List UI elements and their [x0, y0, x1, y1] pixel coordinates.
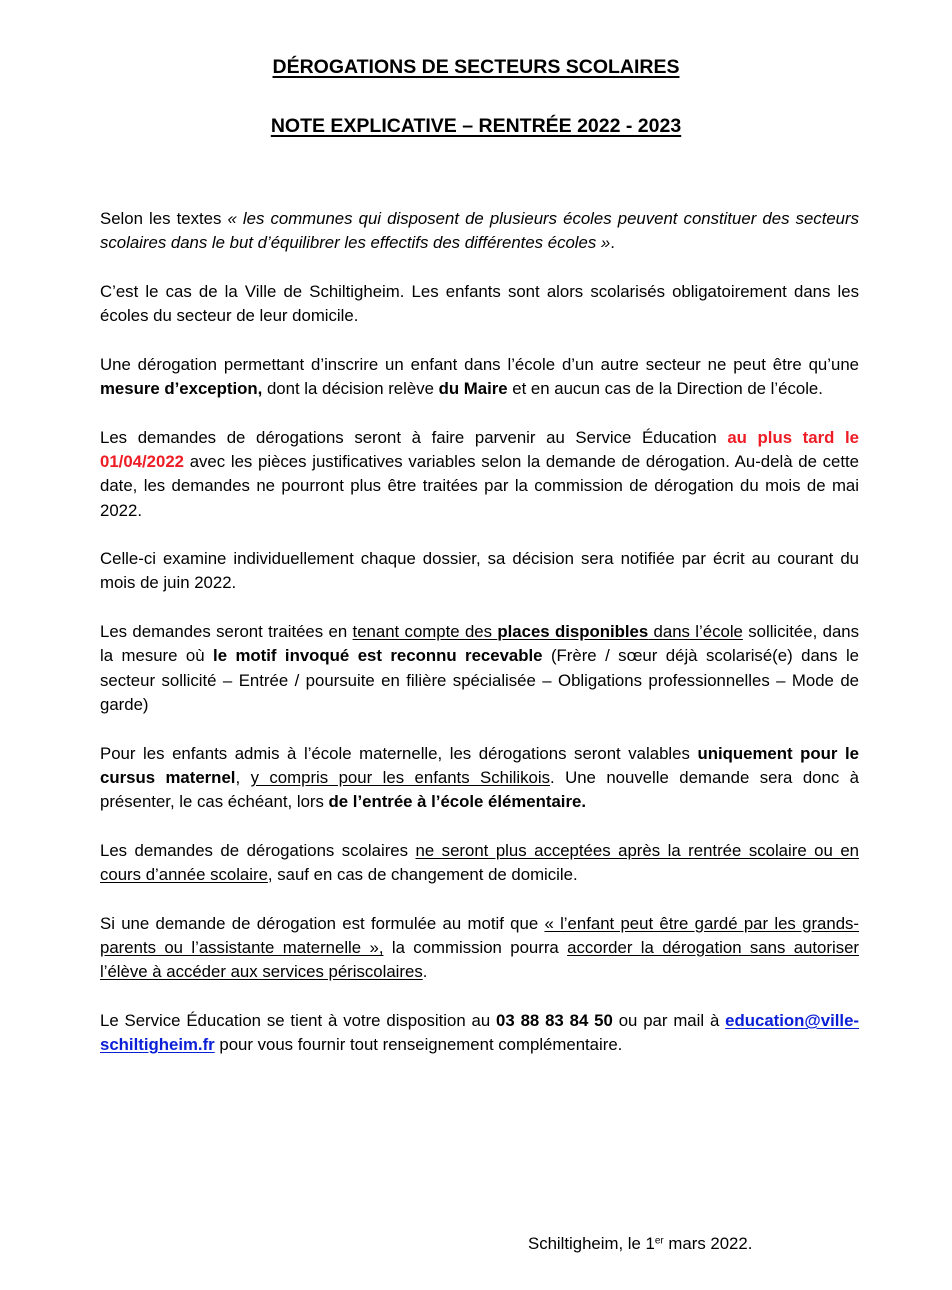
underlined-text: tenant compte des [352, 622, 498, 642]
underlined-text: dans l’école [648, 622, 743, 642]
paragraph-maternelle [100, 742, 859, 815]
paragraph-contact [100, 1009, 859, 1058]
emphasis-cursus-maternel: uniquement pour le cursus maternel [100, 743, 859, 787]
paragraph-garde [100, 912, 859, 985]
text-run: Les demandes de dérogations seront à faire parvenir au Service Éducation [100, 427, 728, 447]
underlined-text: y compris pour les enfants Schilikois [250, 767, 550, 787]
text-run: (Frère / sœur déjà scolarisé(e) dans le secteur sollicité – Entrée / poursuite en filière spécialisée – Obligations professionnelles – Mode de garde) [100, 646, 860, 714]
emphasis-maire: du Maire [438, 379, 508, 399]
text-run: . [422, 962, 428, 982]
underlined-text: ne seront plus acceptées après la rentrée scolaire ou en cours d’année scolaire [100, 840, 859, 885]
emphasis-motif: le motif invoqué est reconnu recevable [213, 646, 543, 666]
document-subtitle: NOTE EXPLICATIVE – RENTRÉE 2022 - 2023 [270, 115, 682, 137]
email-link[interactable]: education@ville-schiltigheim.fr [100, 1010, 860, 1055]
text-run: pour vous fournir tout renseignement complémentaire. [214, 1035, 623, 1055]
text-run: , sauf en cas de changement de domicile. [267, 865, 578, 885]
text-run: . Une nouvelle demande sera donc à présenter, le cas échéant, lors [100, 767, 859, 812]
legal-quote: « les communes qui disposent de plusieurs écoles peuvent constituer des secteurs scolaires dans le but d’équilibrer les effectifs des différentes écoles » [100, 209, 859, 253]
text-run: Schiltigheim, le 1 [528, 1234, 655, 1253]
text-run: Le Service Éducation se tient à votre disposition au [100, 1010, 497, 1030]
text-run: Selon les textes [100, 209, 228, 228]
text-run: ou par mail à [612, 1010, 726, 1030]
document-body [100, 207, 859, 1082]
underlined-text: « l’enfant peut être gardé par les grands-parents ou l’assistante maternelle », [100, 913, 860, 957]
paragraph-criteria [100, 620, 859, 717]
text-run: et en aucun cas de la Direction de l’école. [507, 379, 823, 399]
phone-number: 03 88 83 84 50 [496, 1010, 613, 1030]
signature-date [528, 1232, 752, 1256]
text-run: dont la décision relève [262, 379, 439, 399]
paragraph-legal-text [100, 207, 859, 256]
text-run: la commission pourra [383, 937, 568, 957]
paragraph-schiltigheim-case: C’est le cas de la Ville de Schiltigheim. Les enfants sont alors scolarisés obligatoirement dans les écoles du secteur de leur domicile. [100, 281, 859, 326]
text-run: Si une demande de dérogation est formulée au motif que [100, 913, 545, 933]
paragraph-after-rentree [100, 839, 859, 888]
text-run: Les demandes seront traitées en [100, 622, 353, 642]
underlined-text: accorder la dérogation sans autoriser l’élève à accéder aux services périscolaires [100, 937, 859, 982]
paragraph-exception [100, 353, 859, 402]
text-run: avec les pièces justificatives variables selon la demande de dérogation. Au-delà de cette date, les demandes ne pourront plus être traitées par la commission de dérogation du mois de mai 2022. [100, 451, 859, 520]
emphasis-elementaire: de l’entrée à l’école élémentaire. [328, 792, 586, 812]
text-run: , [235, 767, 251, 787]
text-run: sollicitée, dans la mesure où [100, 622, 860, 666]
text-run: Pour les enfants admis à l’école maternelle, les dérogations seront valables [100, 743, 698, 763]
paragraph-examination: Celle-ci examine individuellement chaque dossier, sa décision sera notifiée par écrit au courant du mois de juin 2022. [100, 549, 859, 593]
emphasis-exception: mesure d’exception, [100, 379, 263, 399]
text-run: Une dérogation permettant d’inscrire un enfant dans l’école d’un autre secteur ne peut être qu’une [100, 354, 859, 374]
text-run: . [610, 233, 615, 253]
paragraph-deadline [100, 426, 859, 523]
text-run: Les demandes de dérogations scolaires [100, 840, 416, 860]
deadline-highlight: au plus tard le 01/04/2022 [100, 427, 860, 471]
document-title: DÉROGATIONS DE SECTEURS SCOLAIRES [272, 56, 680, 78]
ordinal-suffix: er [654, 1235, 664, 1247]
text-run: mars 2022. [663, 1234, 753, 1253]
emphasis-places-disponibles: places disponibles [497, 622, 649, 642]
